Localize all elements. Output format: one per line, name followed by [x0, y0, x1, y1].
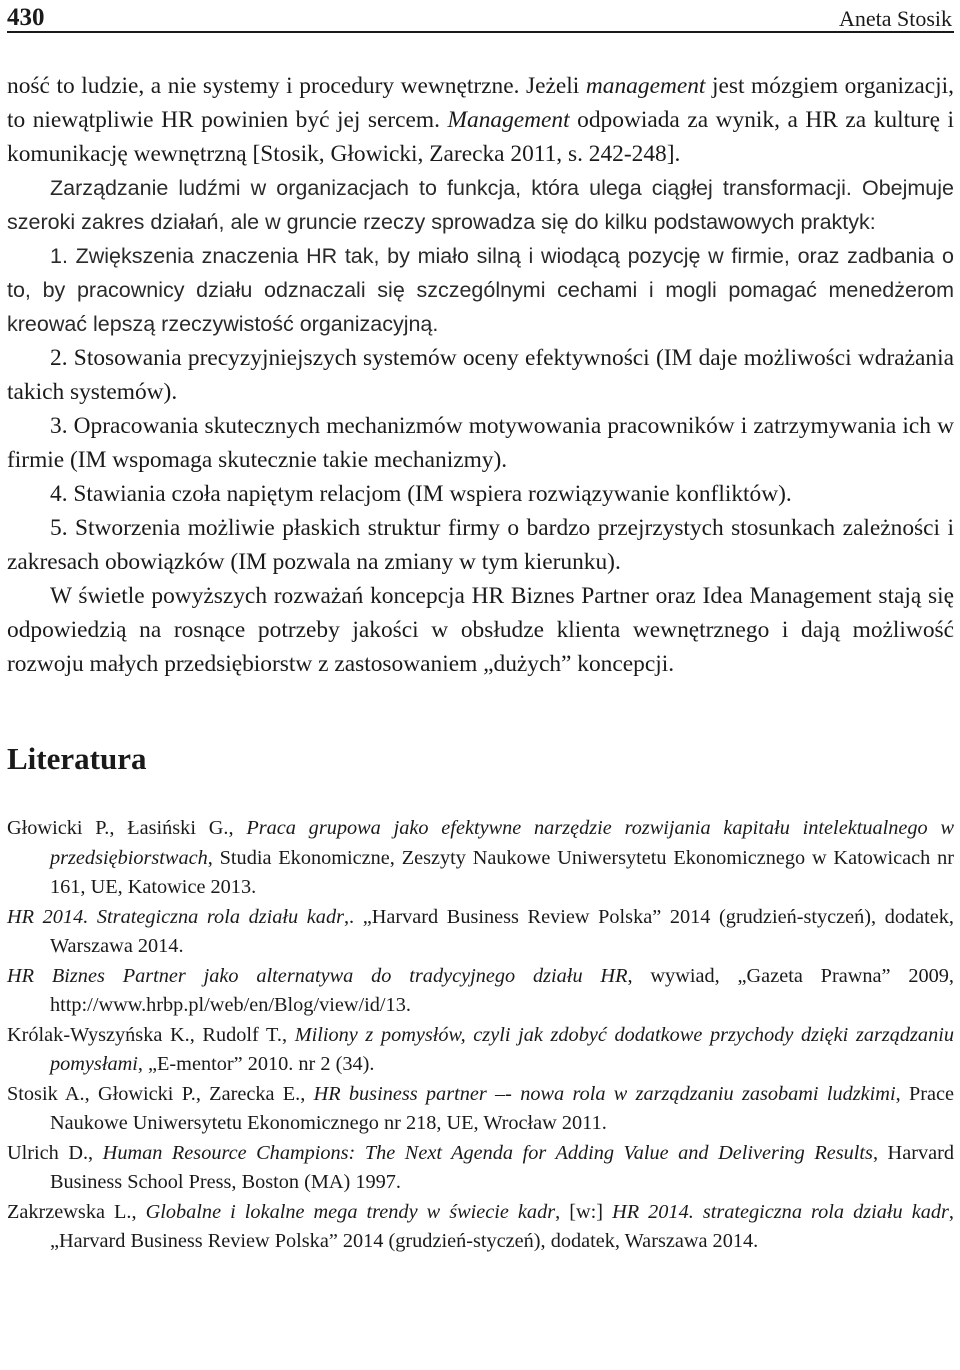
reference-item: Zakrzewska L., Globalne i lokalne mega trendy w świecie kadr, [w:] HR 2014. strategiczna rola działu kadr, „Harvard Business Review Polska” 2014 (grudzień-styczeń), dodatek, Warszawa 2014. [7, 1200, 954, 1252]
reference-item: Ulrich D., Human Resource Champions: The Next Agenda for Adding Value and Delivering Results, Harvard Business School Press, Boston (MA) 1997. [7, 1141, 954, 1193]
text-run: jest mózgiem organizacji, to niewątpliwie HR powinien być jej sercem. [7, 73, 955, 133]
reference-item: Królak-Wyszyńska K., Rudolf T., Miliony z pomysłów, czyli jak zdobyć dodatkowe przychody dzięki zarządzaniu pomysłami, „E-mentor” 2010. nr 2 (34). [7, 1023, 954, 1075]
page-number: 430 [7, 4, 45, 31]
paragraph: W świetle powyższych rozważań koncepcja HR Biznes Partner oraz Idea Management stają się odpowiedzią na rosnące potrzeby jakości w obsłudze klienta wewnętrznego i dają możliwość rozwoju małych przedsiębiorstw z zastosowaniem „dużych” koncepcji. [7, 583, 954, 677]
paragraph: Zarządzanie ludźmi w organizacjach to funkcja, która ulega ciągłej transformacji. Obejmuje szeroki zakres działań, ale w gruncie rzeczy sprowadza się do kilku podstawowych praktyk: [7, 176, 954, 234]
italic-term: management [585, 73, 706, 99]
reference-item: Stosik A., Głowicki P., Zarecka E., HR business partner –- nowa rola w zarządzaniu zasobami ludzkimi, Prace Naukowe Uniwersytetu Ekonomicznego nr 218, UE, Wrocław 2011. [7, 1082, 954, 1134]
running-header [7, 0, 954, 33]
paragraph [7, 69, 954, 171]
italic-term: Management [447, 107, 570, 133]
running-head-author: Aneta Stosik [838, 6, 952, 31]
reference-list [7, 814, 954, 1257]
reference-item: Głowicki P., Łasiński G., Praca grupowa jako efektywne narzędzie rozwijania kapitału intelektualnego w przedsiębiorstwach, Studia Ekonomiczne, Zeszyty Naukowe Uniwersytetu Ekonomicznego w Katowicach nr 161, UE, Katowice 2013. [7, 817, 954, 898]
reference-item: HR Biznes Partner jako alternatywa do tradycyjnego działu HR, wywiad, „Gazeta Prawna” 2009, http://www.hrbp.pl/web/en/Blog/view/id/13. [7, 964, 954, 1016]
list-item: 1. Zwiększenia znaczenia HR tak, by miało silną i wiodącą pozycję w firmie, oraz zadbania o to, by pracownicy działu odznaczali się szczególnymi cechami i mogli pomagać menedżerom kreować lepszą rzeczywistość organizacyjną. [7, 244, 954, 336]
list-item: 3. Opracowania skutecznych mechanizmów motywowania pracowników i zatrzymywania ich w firmie (IM wspomaga skutecznie takie mechanizmy). [7, 413, 954, 473]
text-run: ność to ludzie, a nie systemy i procedury wewnętrzne. Jeżeli [7, 73, 586, 99]
body-text [7, 69, 954, 681]
section-heading-literature: Literatura [7, 741, 147, 776]
reference-item: HR 2014. Strategiczna rola działu kadr,. „Harvard Business Review Polska” 2014 (grudzień-styczeń), dodatek, Warszawa 2014. [7, 905, 954, 957]
list-item: 2. Stosowania precyzyjniejszych systemów oceny efektywności (IM daje możliwości wdrażania takich systemów). [7, 345, 954, 405]
text-run: odpowiada za wynik, a HR za kulturę i komunikację wewnętrzną [Stosik, Głowicki, Zarecka 2011, s. 242-248]. [7, 107, 954, 167]
list-item: 5. Stworzenia możliwie płaskich struktur firmy o bardzo przejrzystych stosunkach zależności i zakresach obowiązków (IM pozwala na zmiany w tym kierunku). [7, 515, 954, 575]
list-item: 4. Stawiania czoła napiętym relacjom (IM wspiera rozwiązywanie konfliktów). [50, 481, 792, 507]
